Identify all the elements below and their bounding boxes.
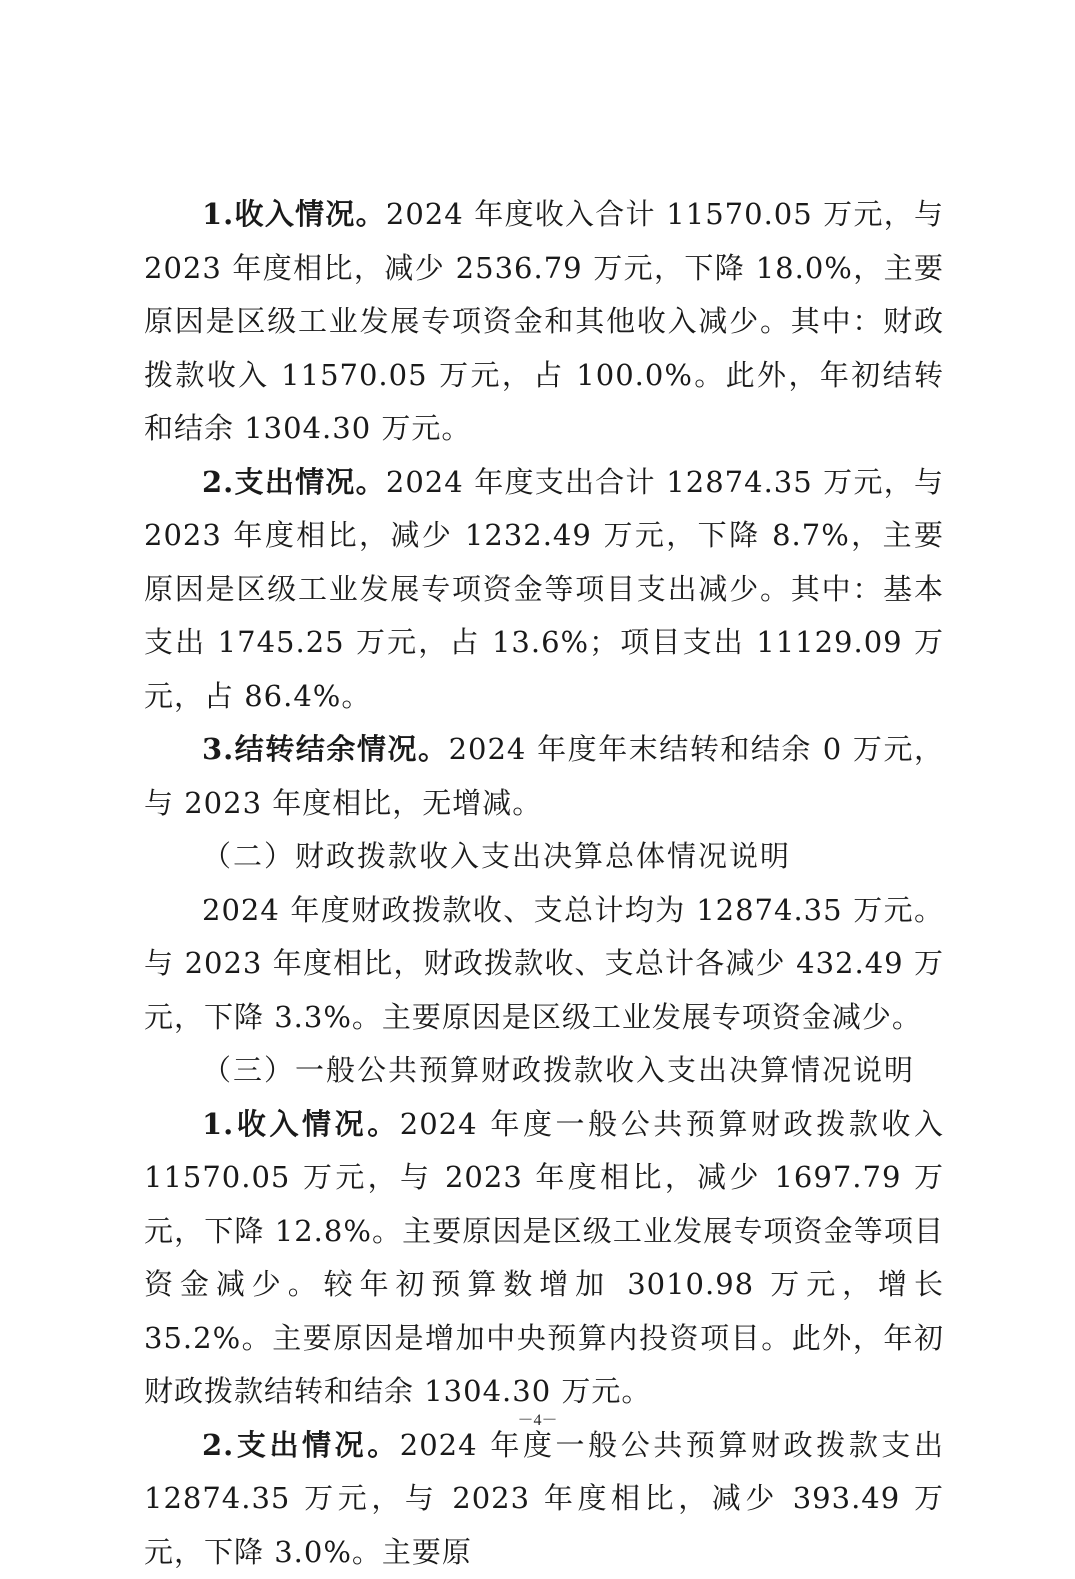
section-heading-general-budget: （三）一般公共预算财政拨款收入支出决算情况说明 (144, 1044, 944, 1098)
paragraph-lead: 2.支出情况。 (202, 465, 386, 499)
page-number: －4－ (0, 1407, 1075, 1430)
paragraph-text: 2024 年度收入合计 11570.05 万元，与 2023 年度相比，减少 2536.79 万元，下降 18.0%，主要原因是区级工业发展专项资金和其他收入减少。其中：财政拨款收入 11570.05 万元，占 100.0%。此外，年初结转和结余 1304.30 万元。 (144, 197, 944, 445)
paragraph-lead: 1.收入情况。 (202, 1107, 400, 1141)
paragraph-lead: 3.结转结余情况。 (202, 732, 449, 766)
document-body (144, 188, 944, 1579)
paragraph-text: 2024 年度一般公共预算财政拨款收入 11570.05 万元，与 2023 年度相比，减少 1697.79 万元，下降 12.8%。主要原因是区级工业发展专项资金等项目资金减少。较年初预算数增加 3010.98 万元，增长 35.2%。主要原因是增加中央预算内投资项目。此外，年初财政拨款结转和结余 1304.30 万元。 (144, 1107, 944, 1409)
paragraph-text: 2024 年度支出合计 12874.35 万元，与 2023 年度相比，减少 1232.49 万元，下降 8.7%，主要原因是区级工业发展专项资金等项目支出减少。其中：基本支出 1745.25 万元，占 13.6%；项目支出 11129.09 万元，占 86.4%。 (144, 465, 944, 713)
section-heading-fiscal-total: （二）财政拨款收入支出决算总体情况说明 (144, 830, 944, 884)
paragraph-general-budget-expenditure (144, 1419, 944, 1579)
paragraph-text: 2024 年度年末结转和结余 0 万元，与 2023 年度相比，无增减。 (144, 732, 944, 820)
paragraph-text: 2024 年度一般公共预算财政拨款支出 12874.35 万元，与 2023 年度相比，减少 393.49 万元，下降 3.0%。主要原 (144, 1428, 944, 1569)
paragraph-expenditure-overview (144, 456, 944, 724)
paragraph-lead: 1.收入情况。 (202, 197, 386, 231)
paragraph-text: 2024 年度财政拨款收、支总计均为 12874.35 万元。与 2023 年度相比，财政拨款收、支总计各减少 432.49 万元，下降 3.3%。主要原因是区级工业发展专项资金减少。 (144, 893, 944, 1034)
paragraph-lead: 2.支出情况。 (202, 1428, 400, 1462)
paragraph-fiscal-total (144, 884, 944, 1045)
paragraph-income-overview (144, 188, 944, 456)
paragraph-general-budget-income (144, 1098, 944, 1419)
paragraph-carryover-overview (144, 723, 944, 830)
